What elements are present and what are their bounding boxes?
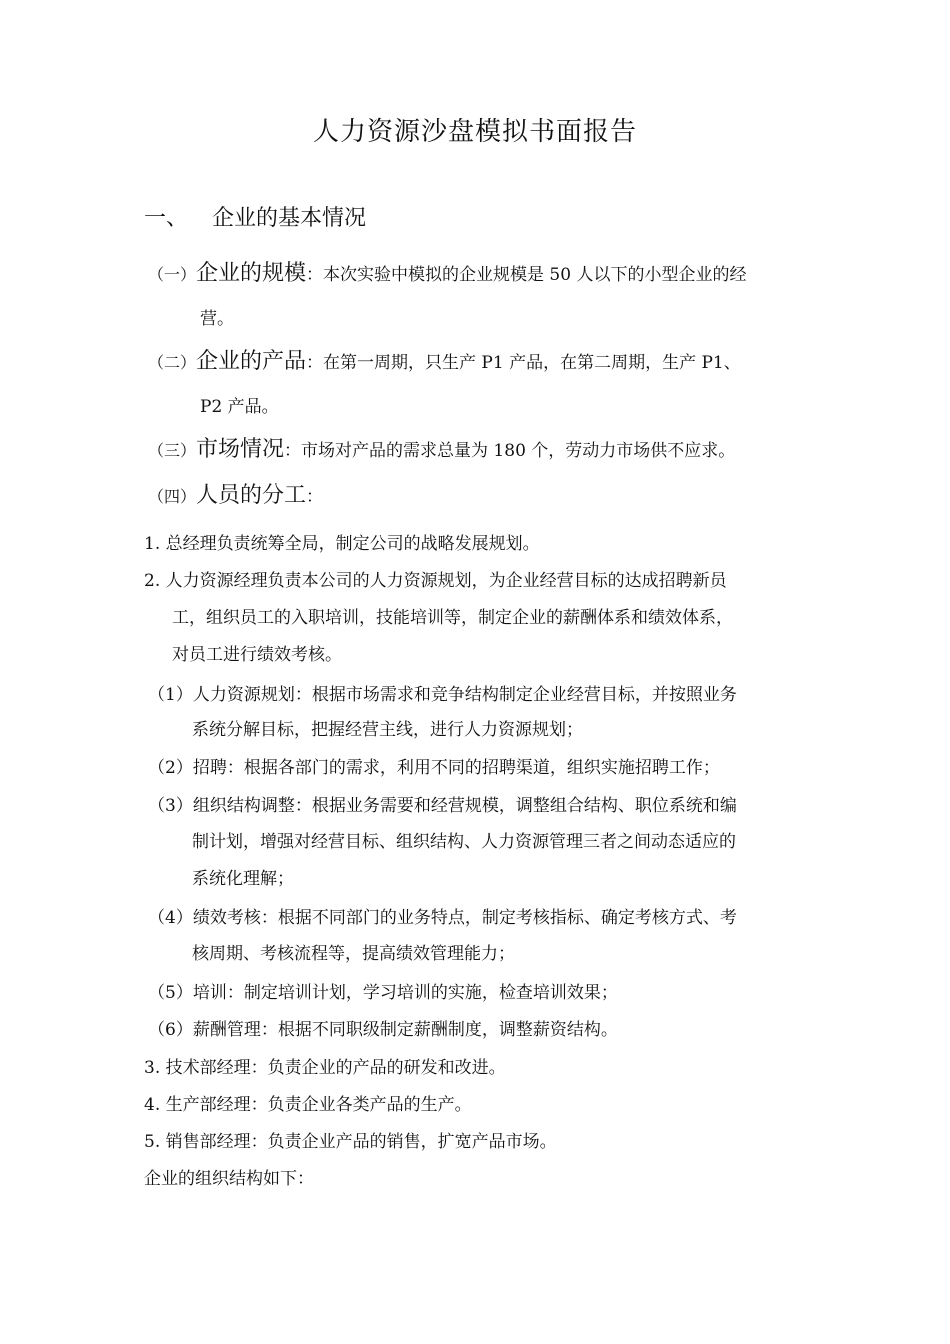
subsection-2-number: （二） [148, 353, 197, 372]
subsection-1-heading: 企业的规模 [196, 261, 307, 286]
section-1-title: 企业的基本情况 [212, 206, 367, 231]
subsection-2-heading: 企业的产品 [196, 349, 307, 374]
hr-task-3-cont-2: 系统化理解； [192, 869, 294, 889]
hr-task-2: （2）招聘：根据各部门的需求，利用不同的招聘渠道，组织实施招聘工作； [148, 758, 720, 778]
subsection-3-number: （三） [148, 441, 197, 460]
subsection-1-text: 本次实验中模拟的企业规模是 50 人以下的小型企业的经 [323, 265, 747, 285]
org-structure-intro: 企业的组织结构如下： [144, 1169, 314, 1189]
subsection-4-number: （四） [148, 487, 197, 506]
role-item-5: 5. 销售部经理：负责企业产品的销售，扩宽产品市场。 [144, 1132, 557, 1152]
hr-task-6: （6）薪酬管理：根据不同职级制定薪酬制度，调整薪资结构。 [148, 1020, 618, 1040]
subsection-4-heading: 人员的分工 [196, 483, 307, 508]
hr-task-4-cont: 核周期、考核流程等，提高绩效管理能力； [192, 944, 515, 964]
hr-task-1-cont: 系统分解目标，把握经营主线，进行人力资源规划； [192, 720, 583, 740]
hr-task-4: （4）绩效考核：根据不同部门的业务特点，制定考核指标、确定考核方式、考 [148, 908, 737, 928]
hr-task-5: （5）培训：制定培训计划，学习培训的实施，检查培训效果； [148, 983, 618, 1003]
section-1-number: 一、 [144, 206, 189, 231]
report-title: 人力资源沙盘模拟书面报告 [312, 117, 637, 147]
role-item-3: 3. 技术部经理：负责企业的产品的研发和改进。 [144, 1058, 506, 1078]
subsection-1: （一）企业的规模：本次实验中模拟的企业规模是 50 人以下的小型企业的经 [148, 261, 747, 286]
subsection-1-text-cont: 营。 [200, 309, 234, 329]
hr-task-3: （3）组织结构调整：根据业务需要和经营规模，调整组合结构、职位系统和编 [148, 796, 737, 816]
role-item-2-cont-1: 工，组织员工的入职培训，技能培训等，制定企业的薪酬体系和绩效体系， [172, 608, 733, 628]
subsection-1-number: （一） [148, 265, 197, 284]
subsection-3: （三）市场情况：市场对产品的需求总量为 180 个，劳动力市场供不应求。 [148, 437, 736, 462]
role-item-2: 2. 人力资源经理负责本公司的人力资源规划，为企业经营目标的达成招聘新员 [144, 571, 727, 591]
role-item-4: 4. 生产部经理：负责企业各类产品的生产。 [144, 1095, 472, 1115]
hr-task-1: （1）人力资源规划：根据市场需求和竞争结构制定企业经营目标，并按照业务 [148, 685, 737, 705]
subsection-2: （二）企业的产品：在第一周期，只生产 P1 产品，在第二周期，生产 P1、 [148, 349, 741, 374]
section-1-heading [144, 202, 366, 236]
role-item-1: 1. 总经理负责统筹全局，制定公司的战略发展规划。 [144, 534, 540, 554]
subsection-4: （四）人员的分工： [148, 483, 324, 508]
hr-task-3-cont-1: 制计划，增强对经营目标、组织结构、人力资源管理三者之间动态适应的 [192, 832, 736, 852]
role-item-2-cont-2: 对员工进行绩效考核。 [172, 645, 342, 665]
subsection-2-text: 在第一周期，只生产 P1 产品，在第二周期，生产 P1、 [323, 353, 741, 373]
subsection-3-text: 市场对产品的需求总量为 180 个，劳动力市场供不应求。 [301, 441, 736, 461]
subsection-2-text-cont: P2 产品。 [200, 397, 279, 417]
subsection-3-heading: 市场情况 [196, 437, 285, 462]
